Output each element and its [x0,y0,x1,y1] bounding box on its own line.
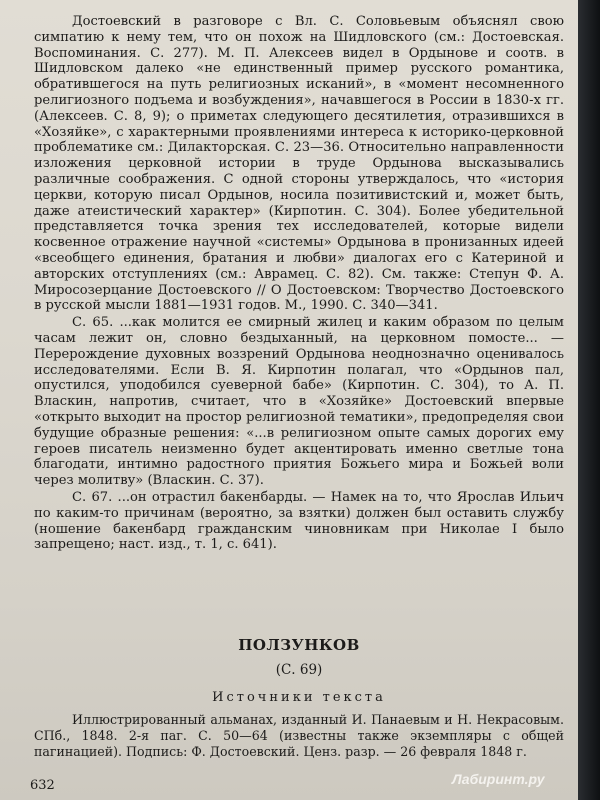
book-spine-shadow [578,0,600,800]
sources-heading: Источники текста [212,690,386,705]
commentary-text [34,14,564,553]
page-number: 632 [30,778,55,793]
paragraph-shidlovsky: Достоевский в разговоре с Вл. С. Соловьевым объяснял свою симпатию к нему тем, что он похож на Шидловского (см.: Достоевская. Воспоминания. С. 277). М. П. Алексеев видел в Ордынове и соотв. в Шидловском далеко «не единственный пример русского романтика, обратившегося на путь религиозных исканий», в «момент несомненного религиозного подъема и возбуждения», начавшегося в России в 1830-х гг. (Алексеев. С. 8, 9); о приметах следующего десятилетия, отразившихся в «Хозяйке», с характерными проявлениями интереса к историко-церковной проблематике см.: Дилакторская. С. 23—36. Относительно направленности изложения церковной истории в труде Ордынова высказывались различные соображения. С одной стороны утверждалось, что «история церкви, которую писал Ордынов, носила позитивистский и, может быть, даже атеистический характер» (Кирпотин. С. 304). Более убедительной представляется точка зрения тех исследователей, которые видели косвенное отражение научной «системы» Ордынова в пронизанных идеей «всеобщего единения, братания и любви» диалогах его с Катериной и авторских отступлениях (см.: Аврамец. С. 82). См. также: Степун Ф. А. Миросозерцание Достоевского // О Достоевском: Творчество Достоевского в русской мысли 1881—1931 годов. М., 1990. С. 340—341. [34,14,564,314]
section-page-ref: (С. 69) [275,662,323,678]
sources-block [34,712,564,759]
watermark-logo: Лабиринт.ру [452,771,545,787]
paragraph-note-67: С. 67. ...он отрастил бакенбарды. — Намек на то, что Ярослав Ильич по каким-то причинам (вероятно, за взятки) должен был оставить службу (ношение бакенбард гражданским чиновникам при Николае I было запрещено; наст. изд., т. 1, с. 641). [34,489,564,553]
sources-text: Иллюстрированный альманах, изданный И. Панаевым и Н. Некрасовым. СПб., 1848. 2-я паг. С. 50—64 (известны также экземпляры с общей пагинацией). Подпись: Ф. Достоевский. Ценз. разр. — 26 февраля 1848 г. [34,712,564,759]
paragraph-note-65: С. 65. ...как молится ее смирный жилец и каким образом по целым часам лежит он, словно бездыханный, на церковном помосте... — Перерождение духовных воззрений Ордынова неоднозначно оценивалось исследователями. Если В. Я. Кирпотин полагал, что «Ордынов пал, опустился, уподобился суеверной бабе» (Кирпотин. С. 304), то А. П. Власкин, напротив, считает, что в «Хозяйке» Достоевский впервые «открыто выходит на простор религиозной тематики», предопределяя свои будущие образные решения: «...в религиозном опыте самых дорогих ему героев писатель неизменно будет акцентировать именно светлые тона благодати, интимно радостного приятия Божьего мира и Божьей воли через молитву» (Власкин. С. 37). [34,315,564,489]
section-title: ПОЛЗУНКОВ [238,636,360,654]
